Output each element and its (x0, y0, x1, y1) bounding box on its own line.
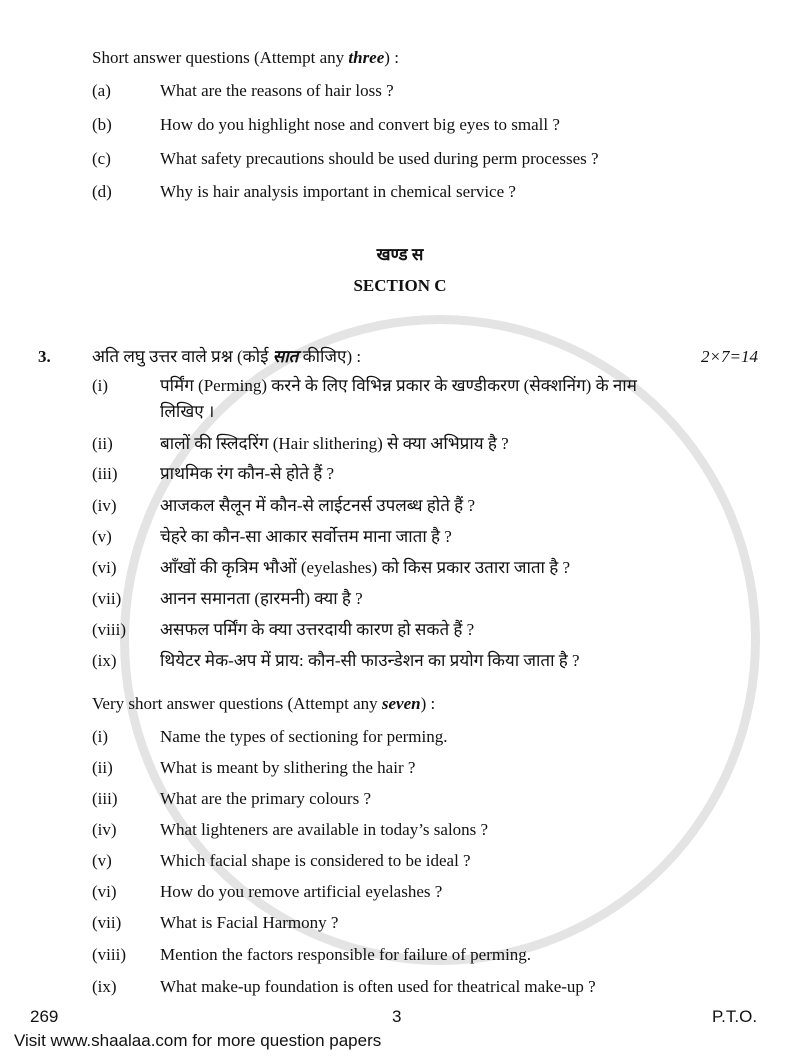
item-text: असफल पर्मिंग के क्या उत्तरदायी कारण हो सकते हैं ? (160, 620, 475, 639)
item-label: (iii) (92, 789, 118, 808)
item-label: (viii) (92, 945, 126, 964)
item-text: What safety precautions should be used during perm processes ? (160, 149, 599, 168)
item-label: (iii) (92, 464, 118, 483)
item-text: What lighteners are available in today’s salons ? (160, 820, 489, 839)
footer-pto: P.T.O. (712, 1007, 758, 1026)
item-text: पर्मिंग (Perming) करने के लिए विभिन्न प्रकार के खण्डीकरण (सेक्शनिंग) के नाम (160, 376, 637, 395)
item-label: (viii) (92, 620, 126, 639)
item-text: What is meant by slithering the hair ? (160, 758, 416, 777)
item-label: (ix) (92, 651, 117, 670)
item-text: Name the types of sectioning for perming. (160, 727, 448, 746)
item-label: (i) (92, 727, 109, 746)
very-short-intro: Very short answer questions (Attempt any seven) : (92, 694, 436, 713)
item-text: चेहरे का कौन-सा आकार सर्वोत्तम माना जाता है ? (160, 527, 452, 546)
item-label: (c) (92, 149, 111, 168)
item-label: (a) (92, 81, 111, 100)
item-label: (vii) (92, 589, 122, 608)
item-label: (v) (92, 527, 112, 546)
marks: 2×7=14 (701, 347, 758, 366)
item-text: What are the reasons of hair loss ? (160, 81, 394, 100)
footer-page-number: 3 (392, 1007, 402, 1026)
item-label: (ii) (92, 758, 113, 777)
item-text: How do you remove artificial eyelashes ? (160, 882, 443, 901)
item-label: (b) (92, 115, 112, 134)
item-label: (v) (92, 851, 112, 870)
item-label: (iv) (92, 496, 117, 515)
item-text: बालों की स्लिदरिंग (Hair slithering) से क्या अभिप्राय है ? (160, 434, 509, 453)
item-text: आनन समानता (हारमनी) क्या है ? (160, 589, 363, 608)
item-text: What make-up foundation is often used for theatrical make-up ? (160, 977, 596, 996)
section-heading: SECTION C (353, 276, 447, 295)
hindi-section-heading: खण्ड स (376, 245, 424, 264)
item-label: (ii) (92, 434, 113, 453)
item-label: (vi) (92, 558, 117, 577)
item-label: (i) (92, 376, 109, 395)
item-text: प्राथमिक रंग कौन-से होते हैं ? (160, 464, 335, 483)
item-label: (ix) (92, 977, 117, 996)
item-text: आजकल सैलून में कौन-से लाईटनर्स उपलब्ध होते हैं ? (160, 496, 475, 515)
hindi-intro: अति लघु उत्तर वाले प्रश्न (कोई सात कीजिए) : (92, 347, 362, 366)
item-text: आँखों की कृत्रिम भौओं (eyelashes) को किस प्रकार उतारा जाता है ? (160, 558, 571, 577)
item-text: Why is hair analysis important in chemical service ? (160, 182, 516, 201)
item-text: थियेटर मेक-अप में प्राय: कौन-सी फाउन्डेशन का प्रयोग किया जाता है ? (160, 651, 580, 670)
footer-visit-link[interactable]: Visit www.shaalaa.com for more question papers (14, 1031, 382, 1050)
item-label: (iv) (92, 820, 117, 839)
footer-code: 269 (30, 1007, 59, 1026)
item-text: What are the primary colours ? (160, 789, 371, 808)
item-text: Which facial shape is considered to be ideal ? (160, 851, 471, 870)
short-answer-intro: Short answer questions (Attempt any three) : (92, 48, 399, 67)
item-text: How do you highlight nose and convert big eyes to small ? (160, 115, 560, 134)
item-label: (d) (92, 182, 112, 201)
item-text: What is Facial Harmony ? (160, 913, 339, 932)
question-number: 3. (38, 347, 51, 366)
item-text-continued: लिखिए । (160, 402, 215, 421)
item-label: (vii) (92, 913, 122, 932)
item-text: Mention the factors responsible for failure of perming. (160, 945, 532, 964)
item-label: (vi) (92, 882, 117, 901)
